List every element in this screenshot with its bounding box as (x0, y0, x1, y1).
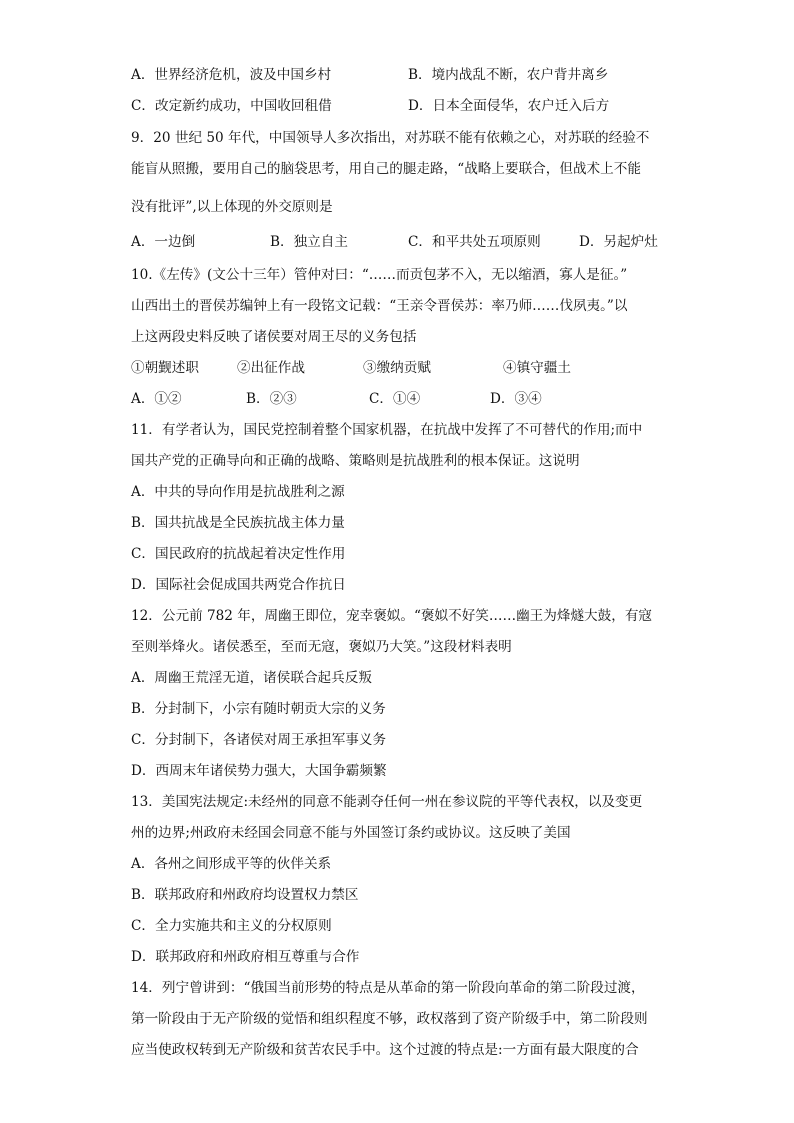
q12-stem-line: 12．公元前 782 年，周幽王即位，宠幸褒姒。“褒姒不好笑……幽王为烽燧大鼓，有寇 (131, 608, 653, 624)
q11-option: D．国际社会促成国共两党合作抗日 (131, 577, 346, 593)
q14-stem-line: 应当使政权转到无产阶级和贫苦农民手中。这个过渡的特点是:一方面有最大限度的合 (131, 1042, 639, 1058)
q8-option-c: C．改定新约成功，中国收回租借 (131, 98, 332, 114)
q9-option-a: A．一边倒 (131, 234, 196, 250)
q9-stem-line: 能盲从照搬，要用自己的脑袋思考，用自己的腿走路，“战略上要联合，但战术上不能 (131, 161, 641, 177)
q10-option-d: D．③④ (490, 391, 542, 407)
q9-option-d: D．另起炉灶 (579, 234, 658, 250)
q13-stem-line: 州的边界;州政府未经国会同意不能与外国签订条约或协议。这反映了美国 (131, 825, 571, 841)
q8-option-a: A．世界经济危机，波及中国乡村 (131, 67, 332, 83)
q12-option: B．分封制下，小宗有随时朝贡大宗的义务 (131, 701, 386, 717)
q10-option-a: A．①② (131, 391, 182, 407)
q14-stem-line: 第一阶段由于无产阶级的觉悟和组织程度不够，政权落到了资产阶级手中，第二阶段则 (131, 1011, 648, 1027)
q9-option-c: C．和平共处五项原则 (408, 234, 541, 250)
q10-stem-line: 上这两段史料反映了诸侯要对周王尽的义务包括 (131, 329, 417, 345)
q11-stem-line: 11．有学者认为，国民党控制着整个国家机器，在抗战中发挥了不可替代的作用;而中 (131, 422, 643, 438)
q9-stem-line: 9．20 世纪 50 年代，中国领导人多次指出，对苏联不能有依赖之心，对苏联的经验不 (131, 130, 650, 146)
q11-option: C．国民政府的抗战起着决定性作用 (131, 546, 346, 562)
q9-option-b: B．独立自主 (270, 234, 348, 250)
q12-option: A．周幽王荒淫无道，诸侯联合起兵反叛 (131, 670, 372, 686)
q13-stem-line: 13．美国宪法规定:未经州的同意不能剥夺任何一州在参议院的平等代表权，以及变更 (131, 794, 643, 810)
q8-option-b: B．境内战乱不断，农户背井离乡 (408, 67, 609, 83)
q8-option-d: D．日本全面侵华，农户迁入后方 (408, 98, 610, 114)
q10-stem-line: 山西出土的晋侯苏编钟上有一段铭文记载：“王亲令晋侯苏：率乃师……伐夙夷。”以 (131, 298, 628, 314)
q10-option-b: B．②③ (246, 391, 297, 407)
q10-item-2: ②出征作战 (237, 360, 305, 376)
q10-item-1: ①朝觐述职 (131, 360, 199, 376)
q12-option: D．西周末年诸侯势力强大，大国争霸频繁 (131, 763, 387, 779)
q13-option: B．联邦政府和州政府均设置权力禁区 (131, 887, 359, 903)
q9-stem-line: 没有批评”,以上体现的外交原则是 (131, 199, 333, 215)
q12-stem-line: 至则举烽火。诸侯悉至，至而无寇，褒姒乃大笑。”这段材料表明 (131, 639, 512, 655)
q10-item-3: ③缴纳贡赋 (363, 360, 431, 376)
q10-item-4: ④镇守疆土 (503, 360, 571, 376)
q11-stem-line: 国共产党的正确导向和正确的战略、策略则是抗战胜利的根本保证。这说明 (131, 453, 580, 469)
q14-stem-line: 14．列宁曾讲到：“俄国当前形势的特点是从革命的第一阶段向革命的第二阶段过渡， (131, 980, 645, 996)
q10-stem-line: 10.《左传》(文公十三年）管仲对曰：“……而贡包茅不入，无以缩酒，寡人是征。” (131, 267, 628, 283)
q12-option: C．分封制下，各诸侯对周王承担军事义务 (131, 732, 387, 748)
q13-option: D．联邦政府和州政府相互尊重与合作 (131, 949, 360, 965)
q13-option: A．各州之间形成平等的伙伴关系 (131, 856, 332, 872)
q10-option-c: C．①④ (369, 391, 421, 407)
q11-option: B．国共抗战是全民族抗战主体力量 (131, 515, 345, 531)
q11-option: A．中共的导向作用是抗战胜利之源 (131, 484, 345, 500)
q13-option: C．全力实施共和主义的分权原则 (131, 918, 332, 934)
